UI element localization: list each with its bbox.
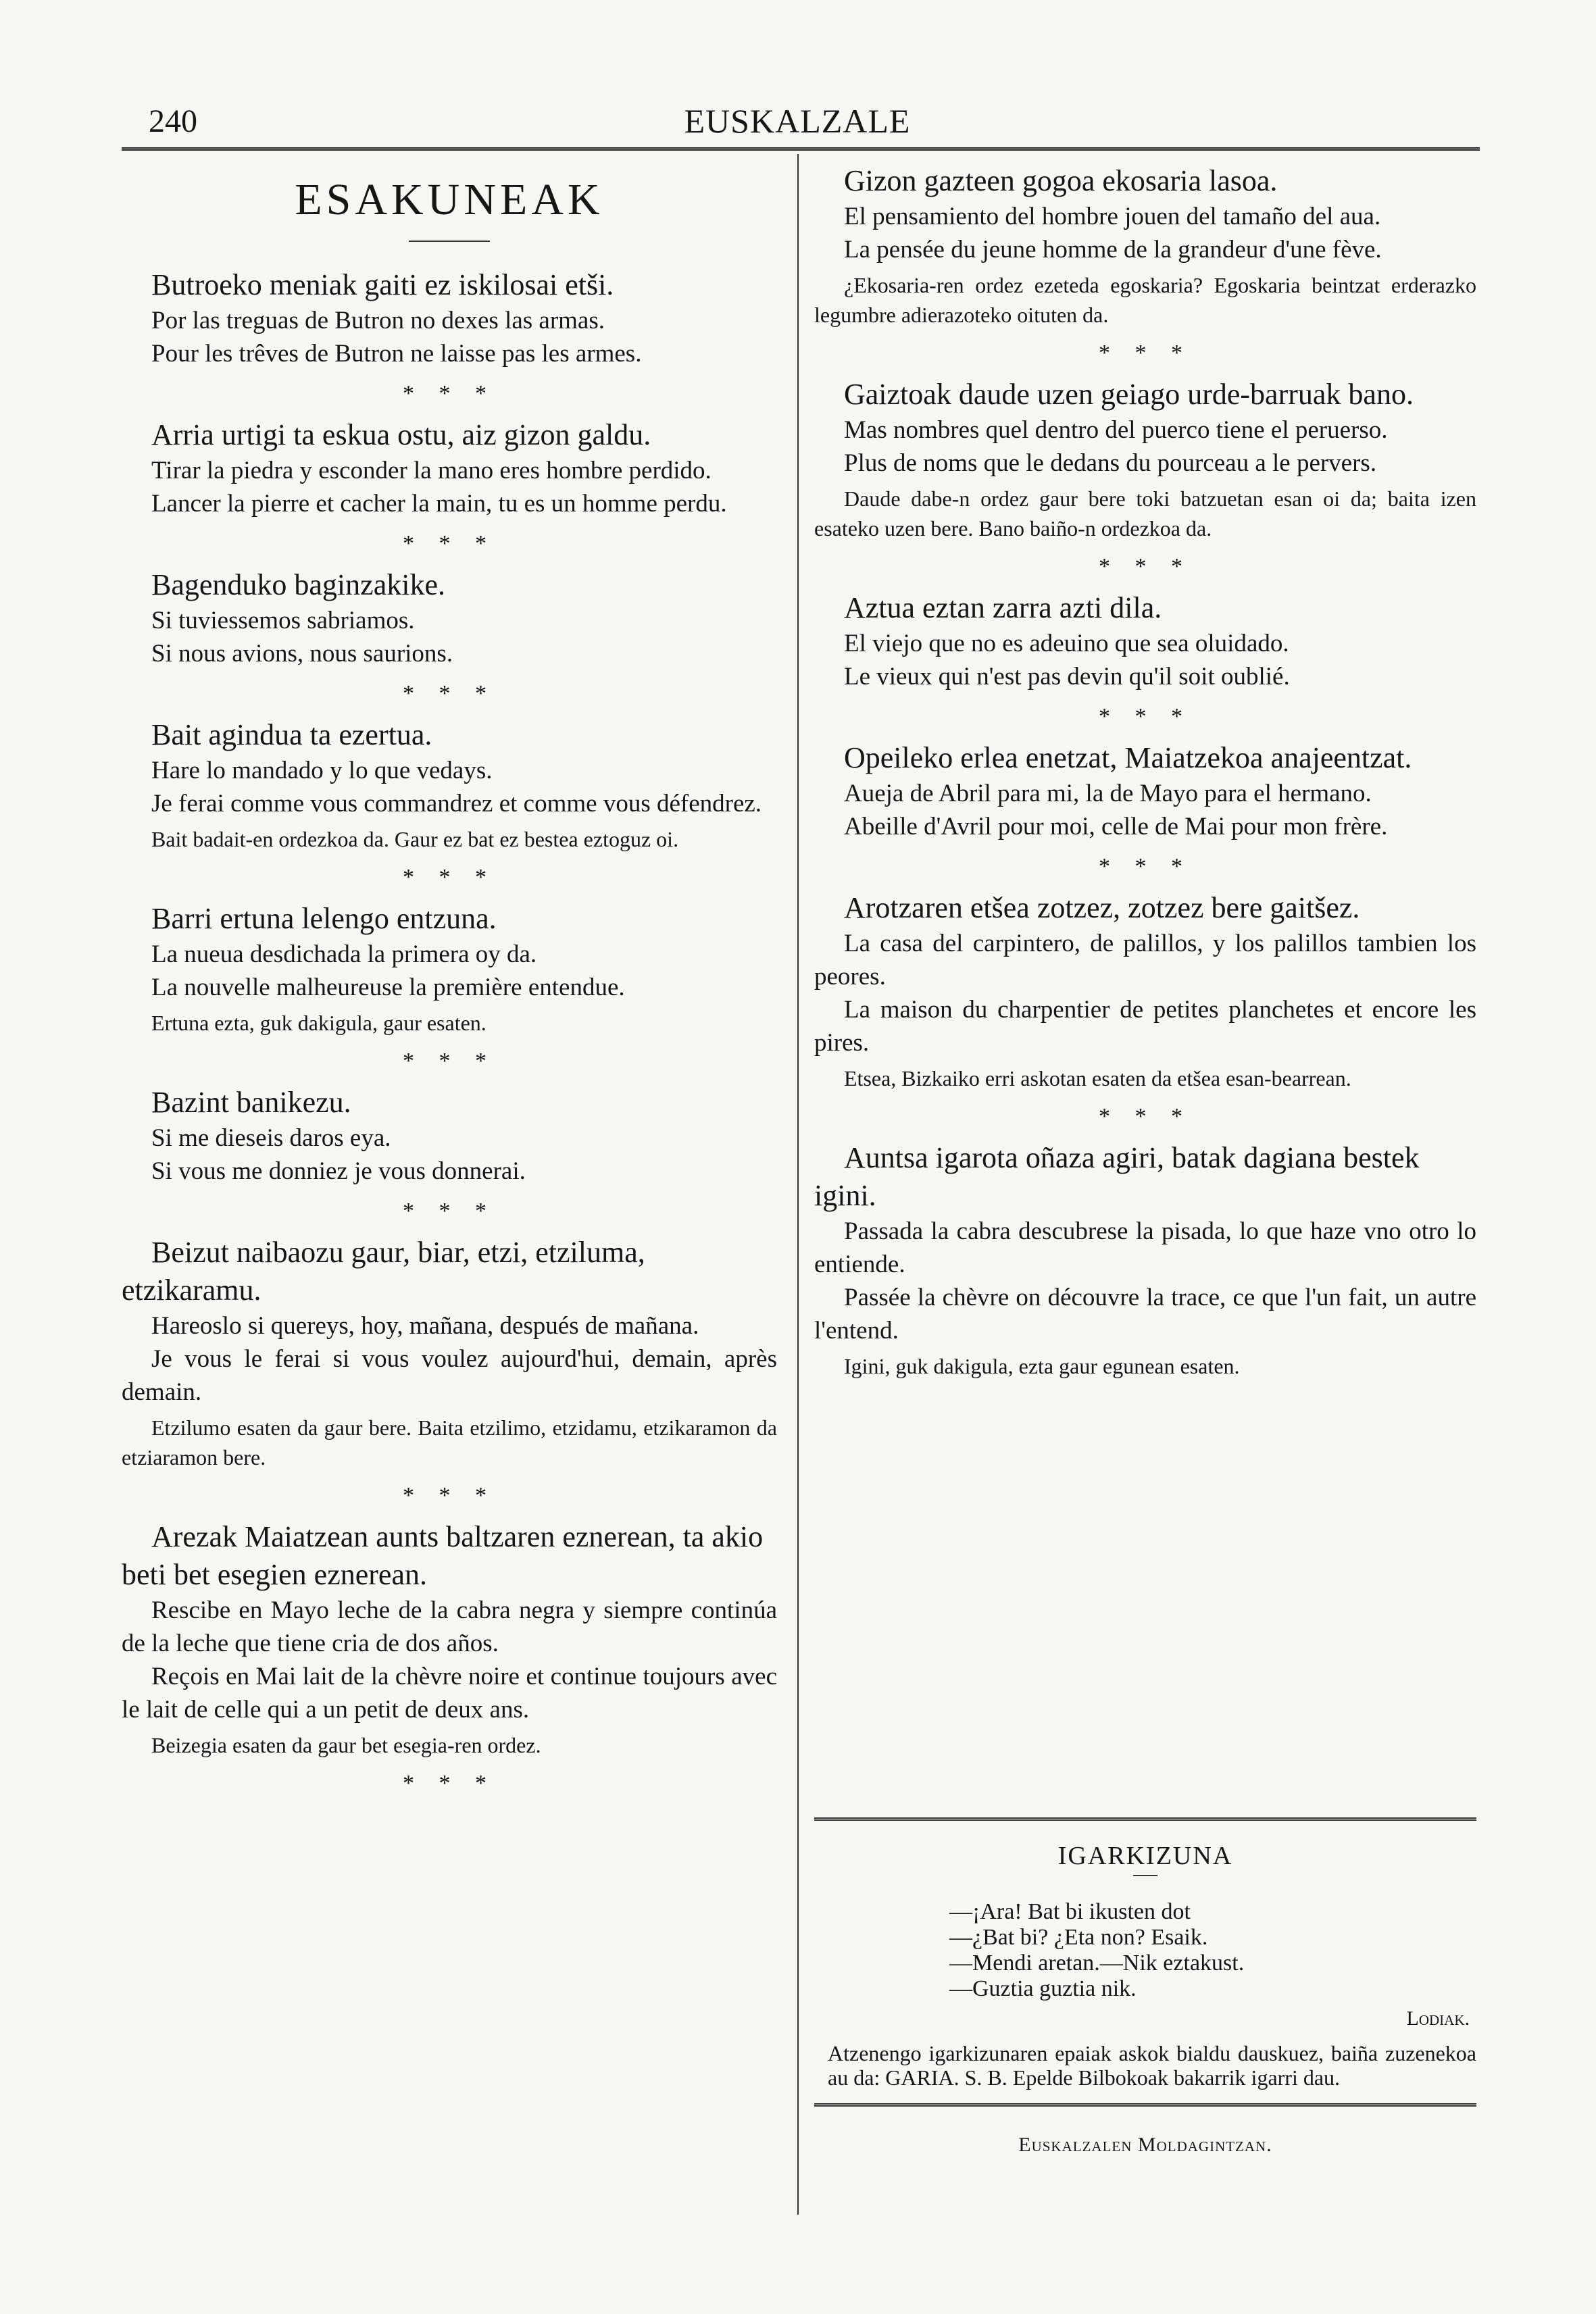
proverb-note: Bait badait-en ordezkoa da. Gaur ez bat ez bestea eztoguz oi. bbox=[151, 827, 679, 851]
riddle-signature: Lodiak. bbox=[1406, 2007, 1470, 2030]
translation-spanish: Hare lo mandado y lo que vedays. bbox=[151, 757, 493, 784]
translation-spanish: Tirar la piedra y esconder la mano eres hombre perdido. bbox=[151, 457, 712, 484]
riddle-lines bbox=[949, 1899, 1476, 2002]
translation-spanish: Passada la cabra descubrese la pisada, lo que haze vno otro lo entiende. bbox=[814, 1217, 1476, 1278]
proverb-note: Beizegia esaten da gaur bet esegia-ren ordez. bbox=[151, 1733, 541, 1757]
proverb-entry bbox=[122, 416, 777, 520]
section-title: ESAKUNEAK bbox=[295, 175, 604, 224]
left-column bbox=[122, 162, 777, 1806]
translation-french: Plus de noms que le dedans du pourceau a le pervers. bbox=[844, 449, 1377, 477]
proverb-note: Etzilumo esaten da gaur bere. Baita etzilimo, etzidamu, etzikaramon da etziaramon bere. bbox=[122, 1415, 777, 1469]
translation-french: Je ferai comme vous commandrez et comme vous défendrez. bbox=[151, 790, 762, 818]
separator: * * * bbox=[1099, 704, 1192, 729]
separator: * * * bbox=[403, 1049, 496, 1074]
translation-french: Je vous le ferai si vous voulez aujourd'hui, demain, après demain. bbox=[122, 1345, 777, 1406]
proverb-entry bbox=[814, 1139, 1476, 1381]
separator: * * * bbox=[1099, 1104, 1192, 1129]
translation-french: Lancer la pierre et cacher la main, tu es un homme perdu. bbox=[151, 490, 727, 518]
proverb-entry bbox=[122, 1518, 777, 1760]
separator: * * * bbox=[403, 865, 496, 890]
proverb-entry bbox=[122, 1234, 777, 1472]
right-column bbox=[814, 162, 1476, 1386]
translation-spanish: Hareoslo si quereys, hoy, mañana, después de mañana. bbox=[151, 1312, 699, 1340]
translation-spanish: Mas nombres quel dentro del puerco tiene el peruerso. bbox=[844, 416, 1388, 444]
separator: * * * bbox=[403, 1199, 496, 1224]
proverb-entry bbox=[122, 266, 777, 370]
translation-spanish: El pensamiento del hombre jouen del tamaño del aua. bbox=[844, 203, 1381, 230]
proverb-basque: Arria urtigi ta eskua ostu, aiz gizon galdu. bbox=[151, 418, 651, 451]
translation-spanish: Rescibe en Mayo leche de la cabra negra y siempre continúa de la leche que tiene cria de dos años. bbox=[122, 1596, 777, 1657]
page-header bbox=[122, 95, 1473, 142]
proverb-basque: Aztua eztan zarra azti dila. bbox=[844, 591, 1162, 624]
proverb-note: Ertuna ezta, guk dakigula, gaur esaten. bbox=[151, 1011, 487, 1035]
riddle-line: —Mendi aretan.—Nik eztakust. bbox=[949, 1951, 1245, 1976]
translation-french: Le vieux qui n'est pas devin qu'il soit oublié. bbox=[844, 663, 1290, 690]
proverb-entry bbox=[122, 566, 777, 670]
separator: * * * bbox=[403, 681, 496, 706]
translation-french: La nouvelle malheureuse la première entendue. bbox=[151, 974, 625, 1001]
separator: * * * bbox=[403, 381, 496, 406]
translation-spanish: La nueua desdichada la primera oy da. bbox=[151, 940, 537, 968]
separator: * * * bbox=[1099, 341, 1192, 366]
translation-french: La pensée du jeune homme de la grandeur d'une fève. bbox=[844, 236, 1382, 263]
proverb-basque: Auntsa igarota oñaza agiri, batak dagiana bestek igini. bbox=[814, 1141, 1420, 1212]
running-title: EUSKALZALE bbox=[684, 102, 911, 140]
translation-french: Reçois en Mai lait de la chèvre noire et continue toujours avec le lait de celle qui a un petit de deux ans. bbox=[122, 1663, 777, 1724]
translation-spanish: El viejo que no es adeuino que sea oluidado. bbox=[844, 630, 1289, 657]
proverb-basque: Arotzaren etšea zotzez, zotzez bere gaitšez. bbox=[844, 891, 1360, 924]
proverb-basque: Bagenduko baginzakike. bbox=[151, 568, 445, 601]
proverb-basque: Bazint banikezu. bbox=[151, 1086, 351, 1119]
translation-french: Pour les trêves de Butron ne laisse pas les armes. bbox=[151, 340, 642, 368]
proverb-entry bbox=[814, 589, 1476, 693]
translation-spanish: La casa del carpintero, de palillos, y los palillos tambien los peores. bbox=[814, 930, 1476, 990]
column-divider bbox=[797, 154, 799, 2215]
proverb-note: Daude dabe-n ordez gaur bere toki batzuetan esan oi da; baita izen esateko uzen bere. Bano baiño-n ordezkoa da. bbox=[814, 486, 1476, 540]
separator: * * * bbox=[403, 531, 496, 556]
proverb-note: Etsea, Bizkaiko erri askotan esaten da etšea esan-bearrean. bbox=[844, 1066, 1351, 1090]
proverb-basque: Gizon gazteen gogoa ekosaria lasoa. bbox=[844, 164, 1278, 197]
riddle-title-rule bbox=[1133, 1875, 1157, 1876]
translation-french: Passée la chèvre on découvre la trace, ce que l'un fait, un autre l'entend. bbox=[814, 1284, 1476, 1344]
translation-spanish: Si tuviessemos sabriamos. bbox=[151, 607, 415, 634]
printer-footer: Euskalzalen Moldagintzan. bbox=[1018, 2134, 1272, 2156]
riddle-line: —¡Ara! Bat bi ikusten dot bbox=[949, 1899, 1191, 1924]
translation-french: Abeille d'Avril pour moi, celle de Mai pour mon frère. bbox=[844, 813, 1388, 840]
proverb-entry bbox=[814, 376, 1476, 543]
proverb-basque: Butroeko meniak gaiti ez iskilosai etši. bbox=[151, 268, 614, 301]
proverb-entry bbox=[122, 716, 777, 854]
translation-spanish: Aueja de Abril para mi, la de Mayo para el hermano. bbox=[844, 780, 1372, 807]
left-entries bbox=[122, 266, 777, 1760]
proverb-basque: Gaiztoak daude uzen geiago urde-barruak bano. bbox=[844, 378, 1414, 411]
proverb-basque: Arezak Maiatzean aunts baltzaren eznerean, ta akio beti bet esegien eznerean. bbox=[122, 1520, 764, 1591]
proverb-entry bbox=[814, 162, 1476, 330]
proverb-entry bbox=[814, 889, 1476, 1093]
riddle-title: IGARKIZUNA bbox=[1057, 1842, 1233, 1870]
riddle-line: —¿Bat bi? ¿Eta non? Esaik. bbox=[949, 1925, 1208, 1950]
title-rule bbox=[409, 241, 490, 242]
translation-spanish: Si me dieseis daros eya. bbox=[151, 1124, 391, 1152]
riddle-section bbox=[814, 1817, 1476, 2157]
riddle-line: —Guztia guztia nik. bbox=[949, 1976, 1137, 2001]
proverb-basque: Barri ertuna lelengo entzuna. bbox=[151, 902, 497, 935]
right-entries bbox=[814, 162, 1476, 1381]
translation-french: Si vous me donniez je vous donnerai. bbox=[151, 1157, 526, 1185]
proverb-entry bbox=[814, 739, 1476, 843]
separator: * * * bbox=[403, 1483, 496, 1508]
separator: * * * bbox=[1099, 854, 1192, 879]
translation-french: Si nous avions, nous saurions. bbox=[151, 640, 453, 668]
separator: * * * bbox=[1099, 554, 1192, 579]
separator: * * * bbox=[403, 1771, 496, 1796]
proverb-entry bbox=[122, 900, 777, 1038]
riddle-answer: Atzenengo igarkizunaren epaiak askok bialdu dauskuez, baiña zuzenekoa au da: GARIA. S. B. Epelde Bilbokoak bakarrik igarri dau. bbox=[828, 2041, 1476, 2090]
translation-spanish: Por las treguas de Butron no dexes las armas. bbox=[151, 307, 605, 334]
proverb-basque: Beizut naibaozu gaur, biar, etzi, etziluma, etzikaramu. bbox=[122, 1236, 645, 1307]
header-rule bbox=[122, 147, 1480, 153]
proverb-note: ¿Ekosaria-ren ordez ezeteda egoskaria? Egoskaria beintzat erderazko legumbre adierazoteko oituten da. bbox=[814, 273, 1476, 327]
proverb-basque: Opeileko erlea enetzat, Maiatzekoa anajeentzat. bbox=[844, 741, 1412, 774]
riddle-top-rule bbox=[814, 1817, 1476, 1823]
proverb-basque: Bait agindua ta ezertua. bbox=[151, 718, 432, 751]
proverb-note: Igini, guk dakigula, ezta gaur egunean esaten. bbox=[844, 1354, 1240, 1378]
page-number: 240 bbox=[149, 103, 197, 139]
proverb-entry bbox=[122, 1084, 777, 1188]
riddle-bottom-rule bbox=[814, 2103, 1476, 2109]
translation-french: La maison du charpentier de petites planchetes et encore les pires. bbox=[814, 996, 1476, 1057]
